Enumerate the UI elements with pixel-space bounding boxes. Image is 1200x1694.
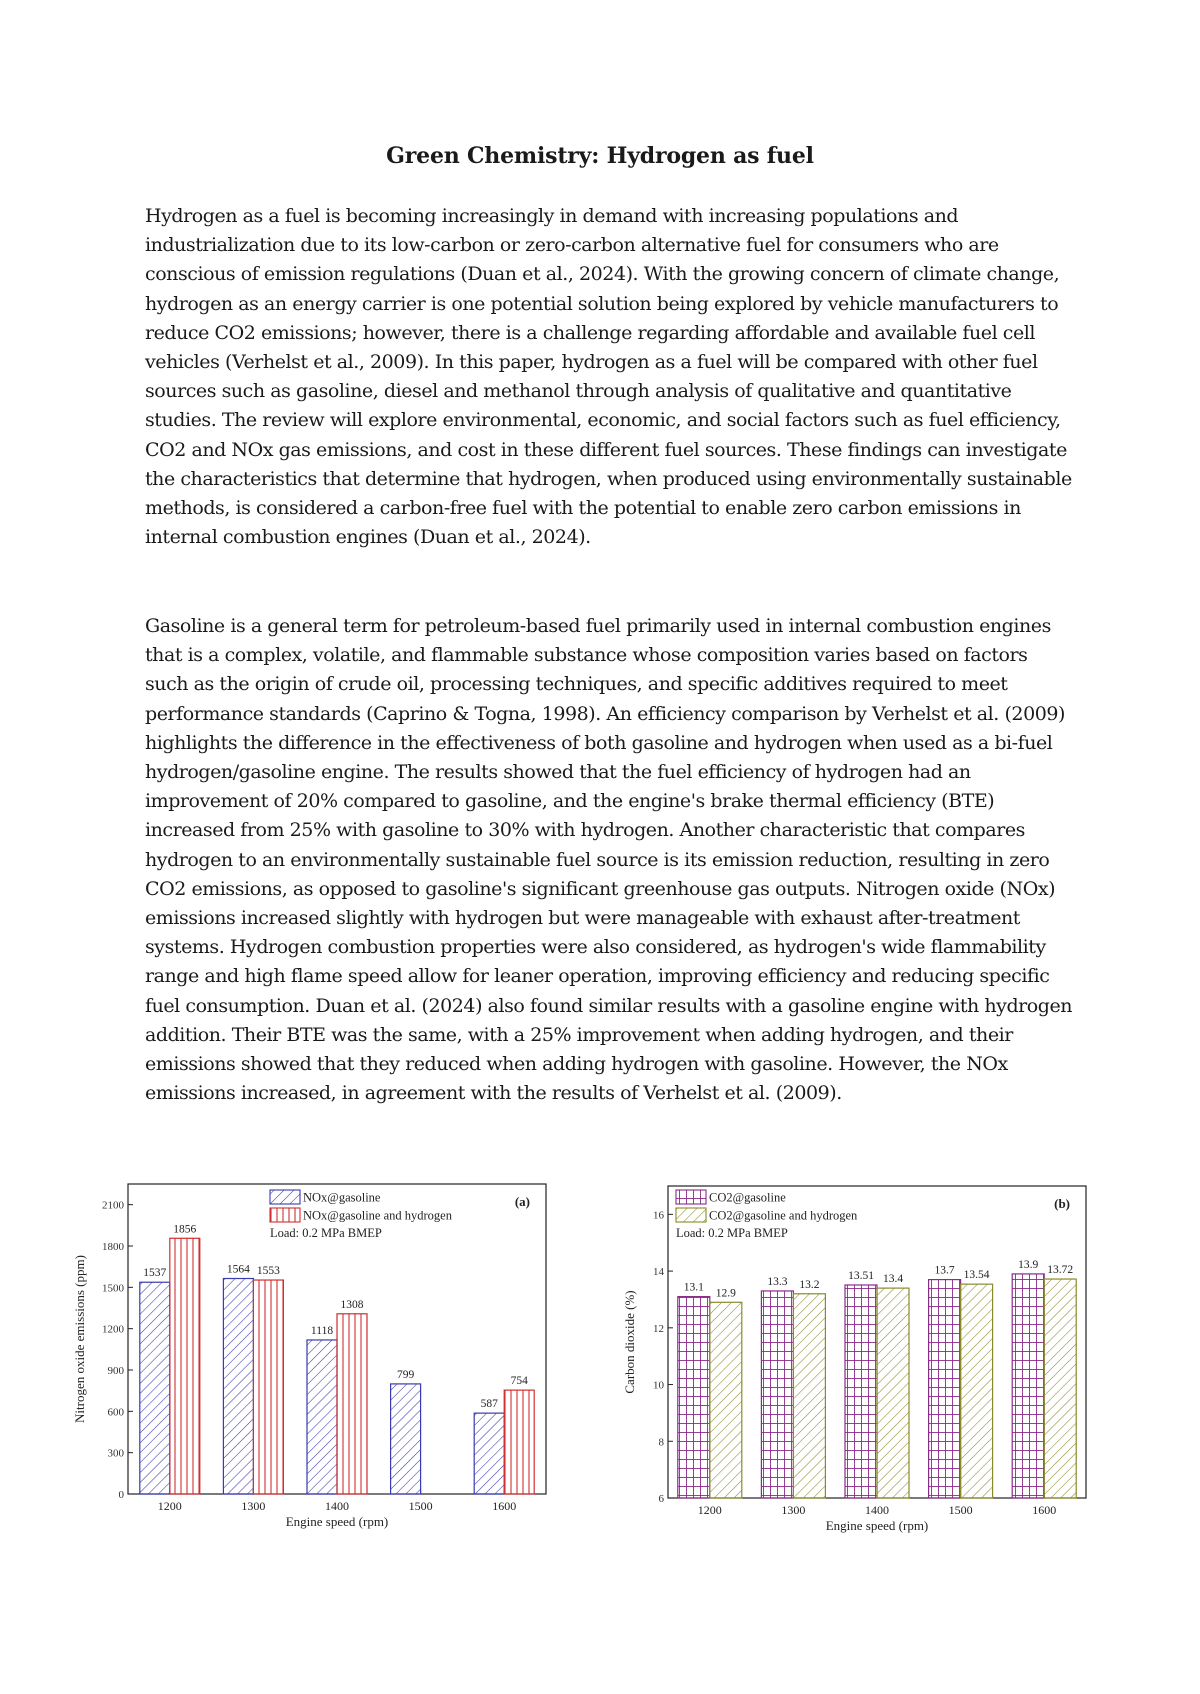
x-tick-label: 1200: [697, 1503, 722, 1517]
bar: [1044, 1279, 1076, 1498]
bar-data-label: 12.9: [715, 1287, 736, 1300]
y-tick-label: 14: [653, 1266, 664, 1279]
bar: [961, 1284, 993, 1498]
bar-data-label: 1564: [226, 1263, 250, 1276]
bar: [223, 1279, 253, 1494]
y-tick-label: 1500: [102, 1282, 124, 1295]
bar-data-label: 13.1: [683, 1281, 704, 1294]
y-tick-label: 1200: [102, 1323, 124, 1336]
bar: [678, 1297, 710, 1498]
y-tick-label: 2100: [102, 1199, 124, 1212]
y-tick-label: 600: [107, 1406, 124, 1419]
bar-data-label: 13.3: [767, 1275, 788, 1288]
bar: [474, 1413, 504, 1494]
y-tick-label: 300: [107, 1447, 124, 1460]
legend-swatch: [676, 1208, 706, 1222]
bar-data-label: 13.9: [1018, 1258, 1039, 1271]
bar: [337, 1314, 367, 1494]
legend-label: CO2@gasoline: [709, 1190, 786, 1205]
bar-data-label: 13.7: [934, 1264, 955, 1277]
chart-note: Load: 0.2 MPa BMEP: [270, 1226, 382, 1240]
bar: [253, 1280, 283, 1494]
legend-label: NOx@gasoline: [303, 1190, 381, 1205]
bar: [845, 1285, 877, 1498]
x-tick-label: 1600: [1032, 1503, 1057, 1517]
bar-data-label: 13.4: [882, 1273, 904, 1286]
bar-data-label: 1553: [256, 1265, 280, 1278]
bar: [1012, 1274, 1044, 1498]
y-tick-label: 12: [653, 1322, 664, 1335]
legend-swatch: [270, 1208, 300, 1222]
bar-data-label: 13.2: [799, 1278, 820, 1291]
y-tick-label: 10: [653, 1379, 664, 1392]
legend-swatch: [270, 1190, 300, 1204]
x-tick-label: 1500: [408, 1499, 433, 1513]
bar: [140, 1282, 170, 1494]
x-tick-label: 1600: [492, 1499, 517, 1513]
chart-note: Load: 0.2 MPa BMEP: [676, 1226, 788, 1240]
bar: [710, 1302, 742, 1498]
paragraph-2: Gasoline is a general term for petroleum-based fuel primarily used in internal combustion engines that is a complex, volatile, and flammable substance whose composition varies based on factors such as the origin of crude oil, processing techniques, and specific additives required to meet performance standards (Caprino & Togna, 1998). An efficiency comparison by Verhelst et al. (2009) highlights the difference in the effectiveness of both gasoline and hydrogen when used as a bi-fuel hydrogen/gasoline engine. The results showed that the fuel efficiency of hydrogen had an improvement of 20% compared to gasoline, and the engine's brake thermal efficiency (BTE) increased from 25% with gasoline to 30% with hydrogen. Another characteristic that compares hydrogen to an environmentally sustainable fuel source is its emission reduction, resulting in zero CO2 emissions, as opposed to gasoline's significant greenhouse gas outputs. Nitrogen oxide (NOx) emissions increased slightly with hydrogen but were manageable with exhaust after-treatment systems. Hydrogen combustion properties were also considered, as hydrogen's wide flammability range and high flame speed allow for leaner operation, improving efficiency and reducing specific fuel consumption. Duan et al. (2024) also found similar results with a gasoline engine with hydrogen addition. Their BTE was the same, with a 25% improvement when adding hydrogen, and their emissions showed that they reduced when adding hydrogen with gasoline. However, the NOx emissions increased, in agreement with the results of Verhelst et al. (2009).: [145, 615, 1073, 1105]
bar: [307, 1340, 337, 1494]
x-tick-label: 1400: [325, 1499, 349, 1513]
paragraph-1: Hydrogen as a fuel is becoming increasingly in demand with increasing populations and industrialization due to its low-carbon or zero-carbon alternative fuel for consumers who are conscious of emission regulations (Duan et al., 2024). With the growing concern of climate change, hydrogen as an energy carrier is one potential solution being explored by vehicle manufacturers to reduce CO2 emissions; however, there is a challenge regarding affordable and available fuel cell vehicles (Verhelst et al., 2009). In this paper, hydrogen as a fuel will be compared with other fuel sources such as gasoline, diesel and methanol through analysis of qualitative and quantitative studies. The review will explore environmental, economic, and social factors such as fuel efficiency, CO2 and NOx gas emissions, and cost in these different fuel sources. These findings can investigate the characteristics that determine that hydrogen, when produced using environmentally sustainable methods, is considered a carbon-free fuel with the potential to enable zero carbon emissions in internal combustion engines (Duan et al., 2024).: [145, 205, 1072, 549]
y-tick-label: 900: [107, 1365, 124, 1377]
bar-data-label: 799: [396, 1368, 415, 1381]
bar: [170, 1238, 200, 1494]
y-tick-label: 6: [658, 1493, 664, 1505]
y-tick-label: 8: [658, 1436, 664, 1449]
legend-label: CO2@gasoline and hydrogen: [709, 1208, 858, 1223]
legend-swatch: [676, 1190, 706, 1204]
nox-emissions-chart: [70, 1176, 560, 1556]
bar-data-label: 13.54: [963, 1269, 990, 1282]
y-tick-label: 1800: [102, 1241, 124, 1253]
bar-data-label: 13.51: [848, 1269, 874, 1282]
bar-data-label: 1537: [143, 1267, 167, 1280]
co2-chart: [620, 1176, 1100, 1551]
y-tick-label: 0: [118, 1489, 124, 1501]
y-axis-label: Nitrogen oxide emissions (ppm): [72, 1255, 87, 1423]
x-tick-label: 1500: [948, 1503, 973, 1517]
x-axis-label: Engine speed (rpm): [825, 1518, 929, 1533]
x-tick-label: 1400: [865, 1503, 889, 1517]
y-axis-label: Carbon dioxide (%): [622, 1290, 637, 1394]
legend-label: NOx@gasoline and hydrogen: [303, 1208, 452, 1223]
x-tick-label: 1300: [241, 1499, 266, 1513]
bar-data-label: 587: [480, 1398, 498, 1411]
bar: [929, 1280, 961, 1498]
bar-data-label: 1308: [340, 1298, 364, 1311]
bar: [793, 1294, 825, 1498]
bar: [391, 1384, 421, 1494]
panel-label: (b): [1054, 1196, 1070, 1211]
panel-label: (a): [514, 1194, 530, 1209]
bar-data-label: 1118: [310, 1324, 334, 1337]
bar-data-label: 754: [510, 1375, 528, 1388]
x-tick-label: 1300: [781, 1503, 806, 1517]
y-tick-label: 16: [653, 1209, 664, 1222]
bar-data-label: 1856: [173, 1223, 197, 1236]
bar: [761, 1291, 793, 1498]
x-axis-label: Engine speed (rpm): [285, 1514, 389, 1529]
bar: [877, 1288, 909, 1498]
bar-data-label: 13.72: [1047, 1264, 1074, 1277]
x-tick-label: 1200: [157, 1499, 182, 1513]
bar: [504, 1390, 534, 1494]
page-title: Green Chemistry: Hydrogen as fuel: [386, 143, 814, 169]
